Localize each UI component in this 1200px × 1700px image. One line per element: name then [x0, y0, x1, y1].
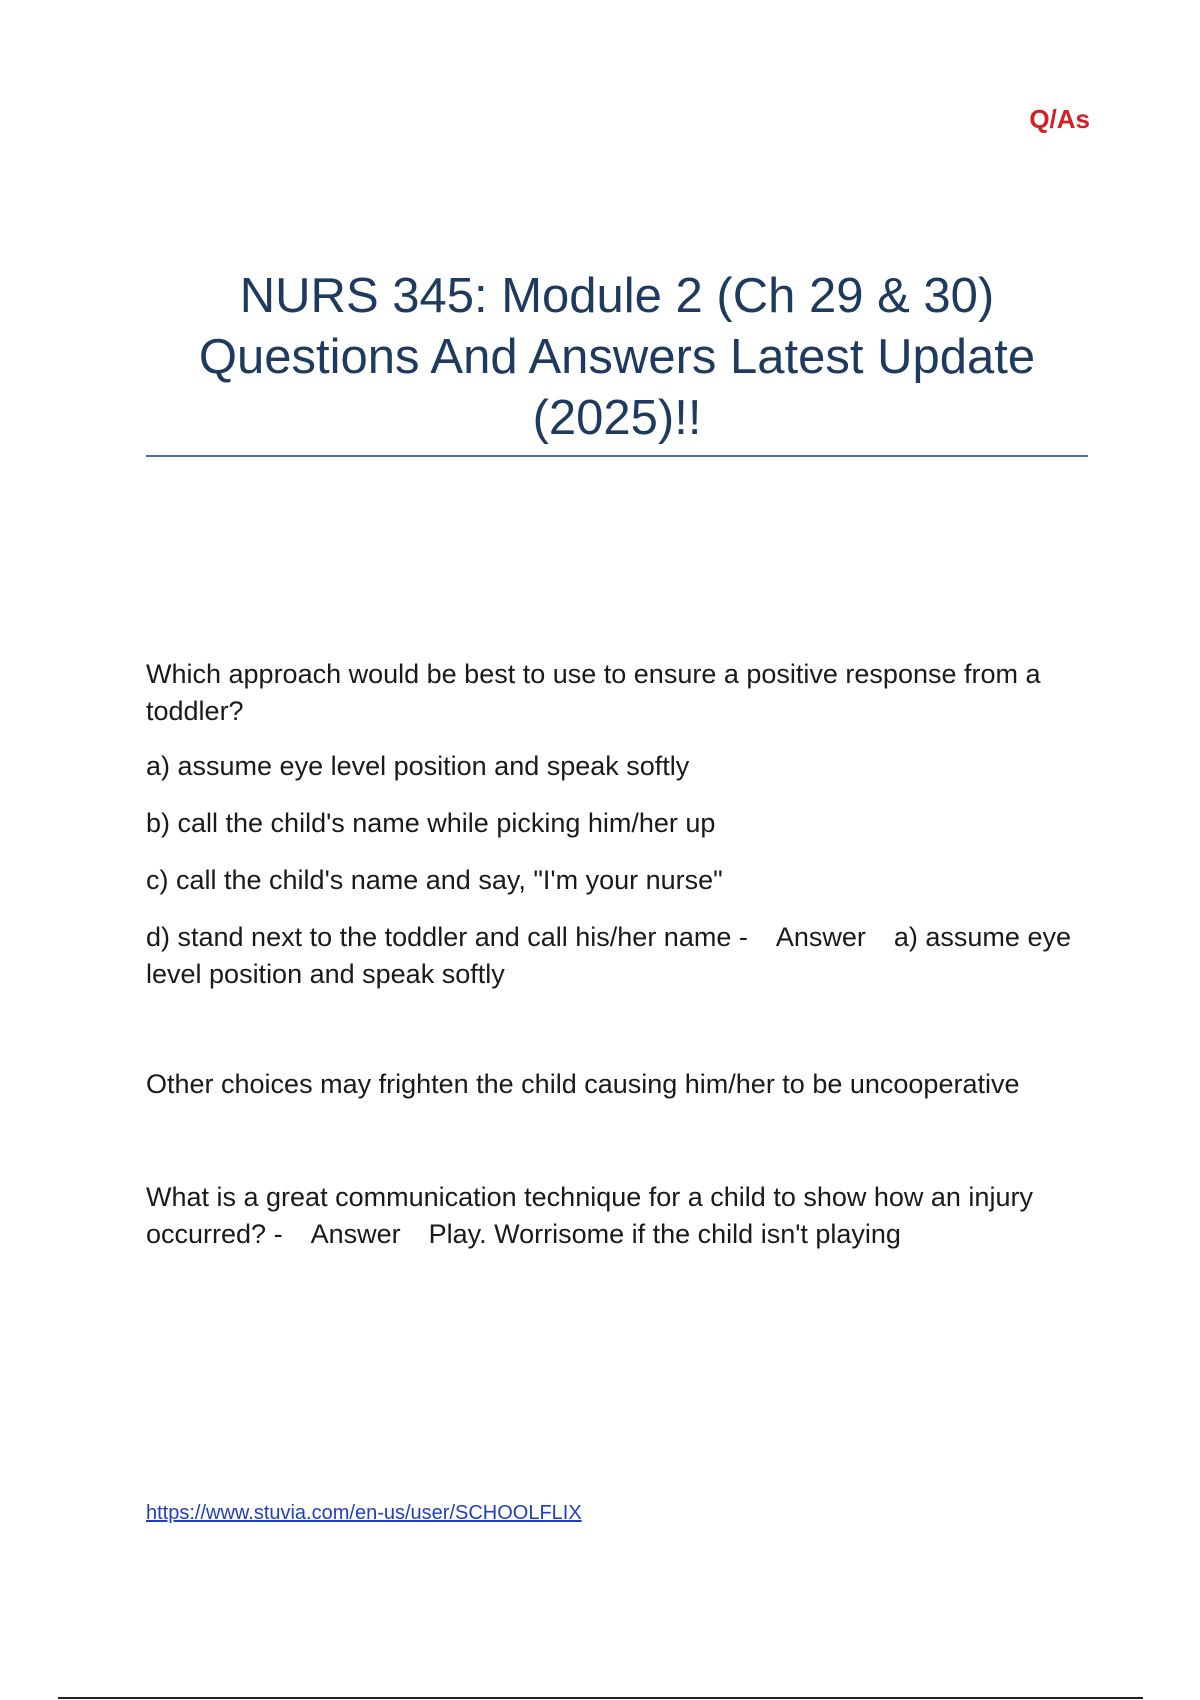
question-2	[146, 1179, 1091, 1253]
question-1-rationale: Other choices may frighten the child causing him/her to be uncooperative	[146, 1069, 1020, 1099]
qas-tag: Q/As	[1029, 104, 1090, 134]
title-line-3: (2025)!!	[532, 391, 702, 445]
question-2-answer-label: Answer	[310, 1219, 401, 1249]
question-1-option-b: b) call the child's name while picking him/her up	[146, 808, 716, 838]
footer-divider	[58, 1697, 1143, 1699]
question-1-option-a: a) assume eye level position and speak softly	[146, 751, 690, 781]
question-1-answer-label: Answer	[775, 922, 866, 952]
question-1-option-d-text: d) stand next to the toddler and call his/her name -	[146, 922, 748, 952]
seller-profile-link[interactable]: https://www.stuvia.com/en-us/user/SCHOOLFLIX	[146, 1502, 582, 1524]
title-line-1: NURS 345: Module 2 (Ch 29 & 30)	[239, 269, 995, 323]
title-line-2: Questions And Answers Latest Update	[198, 330, 1036, 384]
title-divider	[146, 455, 1088, 457]
question-1-answer: a) assume eye level position and speak softly	[146, 922, 1071, 989]
question-1-text: Which approach would be best to use to ensure a positive response from a toddler?	[146, 659, 1041, 726]
question-2-text: What is a great communication technique for a child to show how an injury occurred? -	[146, 1182, 1033, 1249]
document-title	[146, 266, 1088, 449]
question-1-option-c: c) call the child's name and say, "I'm your nurse"	[146, 865, 723, 895]
question-2-answer: Play. Worrisome if the child isn't playing	[428, 1219, 901, 1249]
question-1-option-d	[146, 919, 1091, 993]
page-title	[146, 266, 1088, 449]
qa-content	[146, 656, 1091, 1253]
